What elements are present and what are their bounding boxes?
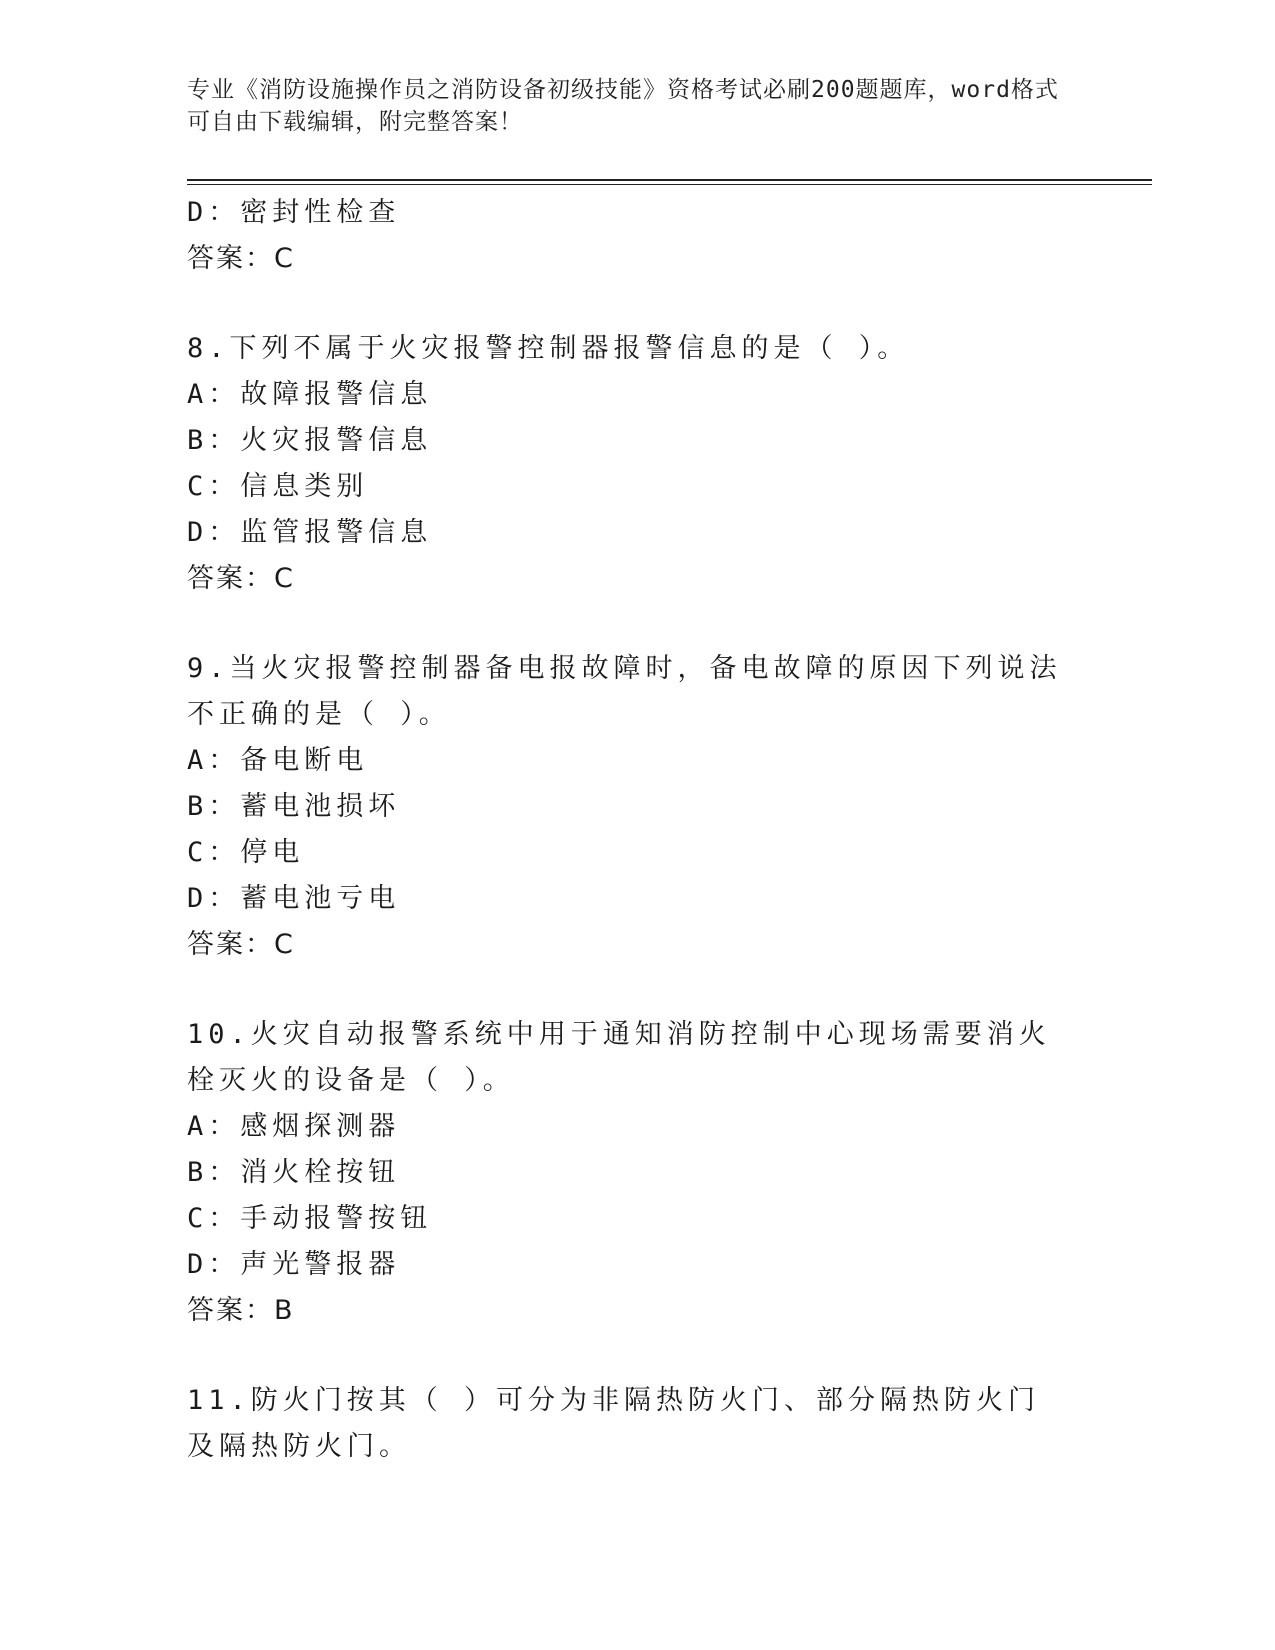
option-b: B：消火栓按钮 [187,1157,401,1188]
question-stem: 10.火灾自动报警系统中用于通知消防控制中心现场需要消火栓灭火的设备是（ ）。 [187,1019,1051,1096]
option-d: D：蓄电池亏电 [187,883,401,914]
option-a: A：备电断电 [187,745,369,776]
question-10 [187,1012,1087,1334]
option-c: C：停电 [187,837,305,868]
answer-line [187,1288,1087,1334]
answer-label: 答案： [187,243,274,274]
question-stem: 8.下列不属于火灾报警控制器报警信息的是（ ）。 [187,333,910,364]
question-stem: 11.防火门按其（ ）可分为非隔热防火门、部分隔热防火门及隔热防火门。 [187,1385,1041,1462]
question-8 [187,326,1087,602]
question-stem: 9.当火灾报警控制器备电报故障时，备电故障的原因下列说法不正确的是（ ）。 [187,653,1062,730]
answer-value: C [274,563,295,594]
answer-value: C [274,929,295,960]
answer-label: 答案： [187,929,274,960]
answer-line [187,556,1087,602]
option-c: C：手动报警按钮 [187,1203,433,1234]
answer-line [187,922,1087,968]
option-d: D：声光警报器 [187,1249,401,1280]
question-11 [187,1378,1087,1470]
answer-value: B [274,1295,295,1326]
answer-label: 答案： [187,1295,274,1326]
question-content [187,190,1087,1470]
option-a: A：感烟探测器 [187,1111,401,1142]
page-header: 专业《消防设施操作员之消防设备初级技能》资格考试必刷200题题库，word格式可自由下载编辑，附完整答案！ [187,77,1059,135]
option-d: D：密封性检查 [187,197,401,228]
header-rule-thick [187,179,1152,181]
option-b: B：蓄电池损坏 [187,791,401,822]
header-rule-thin [187,184,1152,185]
option-c: C：信息类别 [187,471,369,502]
answer-label: 答案： [187,563,274,594]
question-9 [187,646,1087,968]
answer-value: C [274,243,295,274]
option-b: B：火灾报警信息 [187,425,433,456]
answer-line [187,236,1087,282]
option-a: A：故障报警信息 [187,379,433,410]
option-d: D：监管报警信息 [187,517,433,548]
